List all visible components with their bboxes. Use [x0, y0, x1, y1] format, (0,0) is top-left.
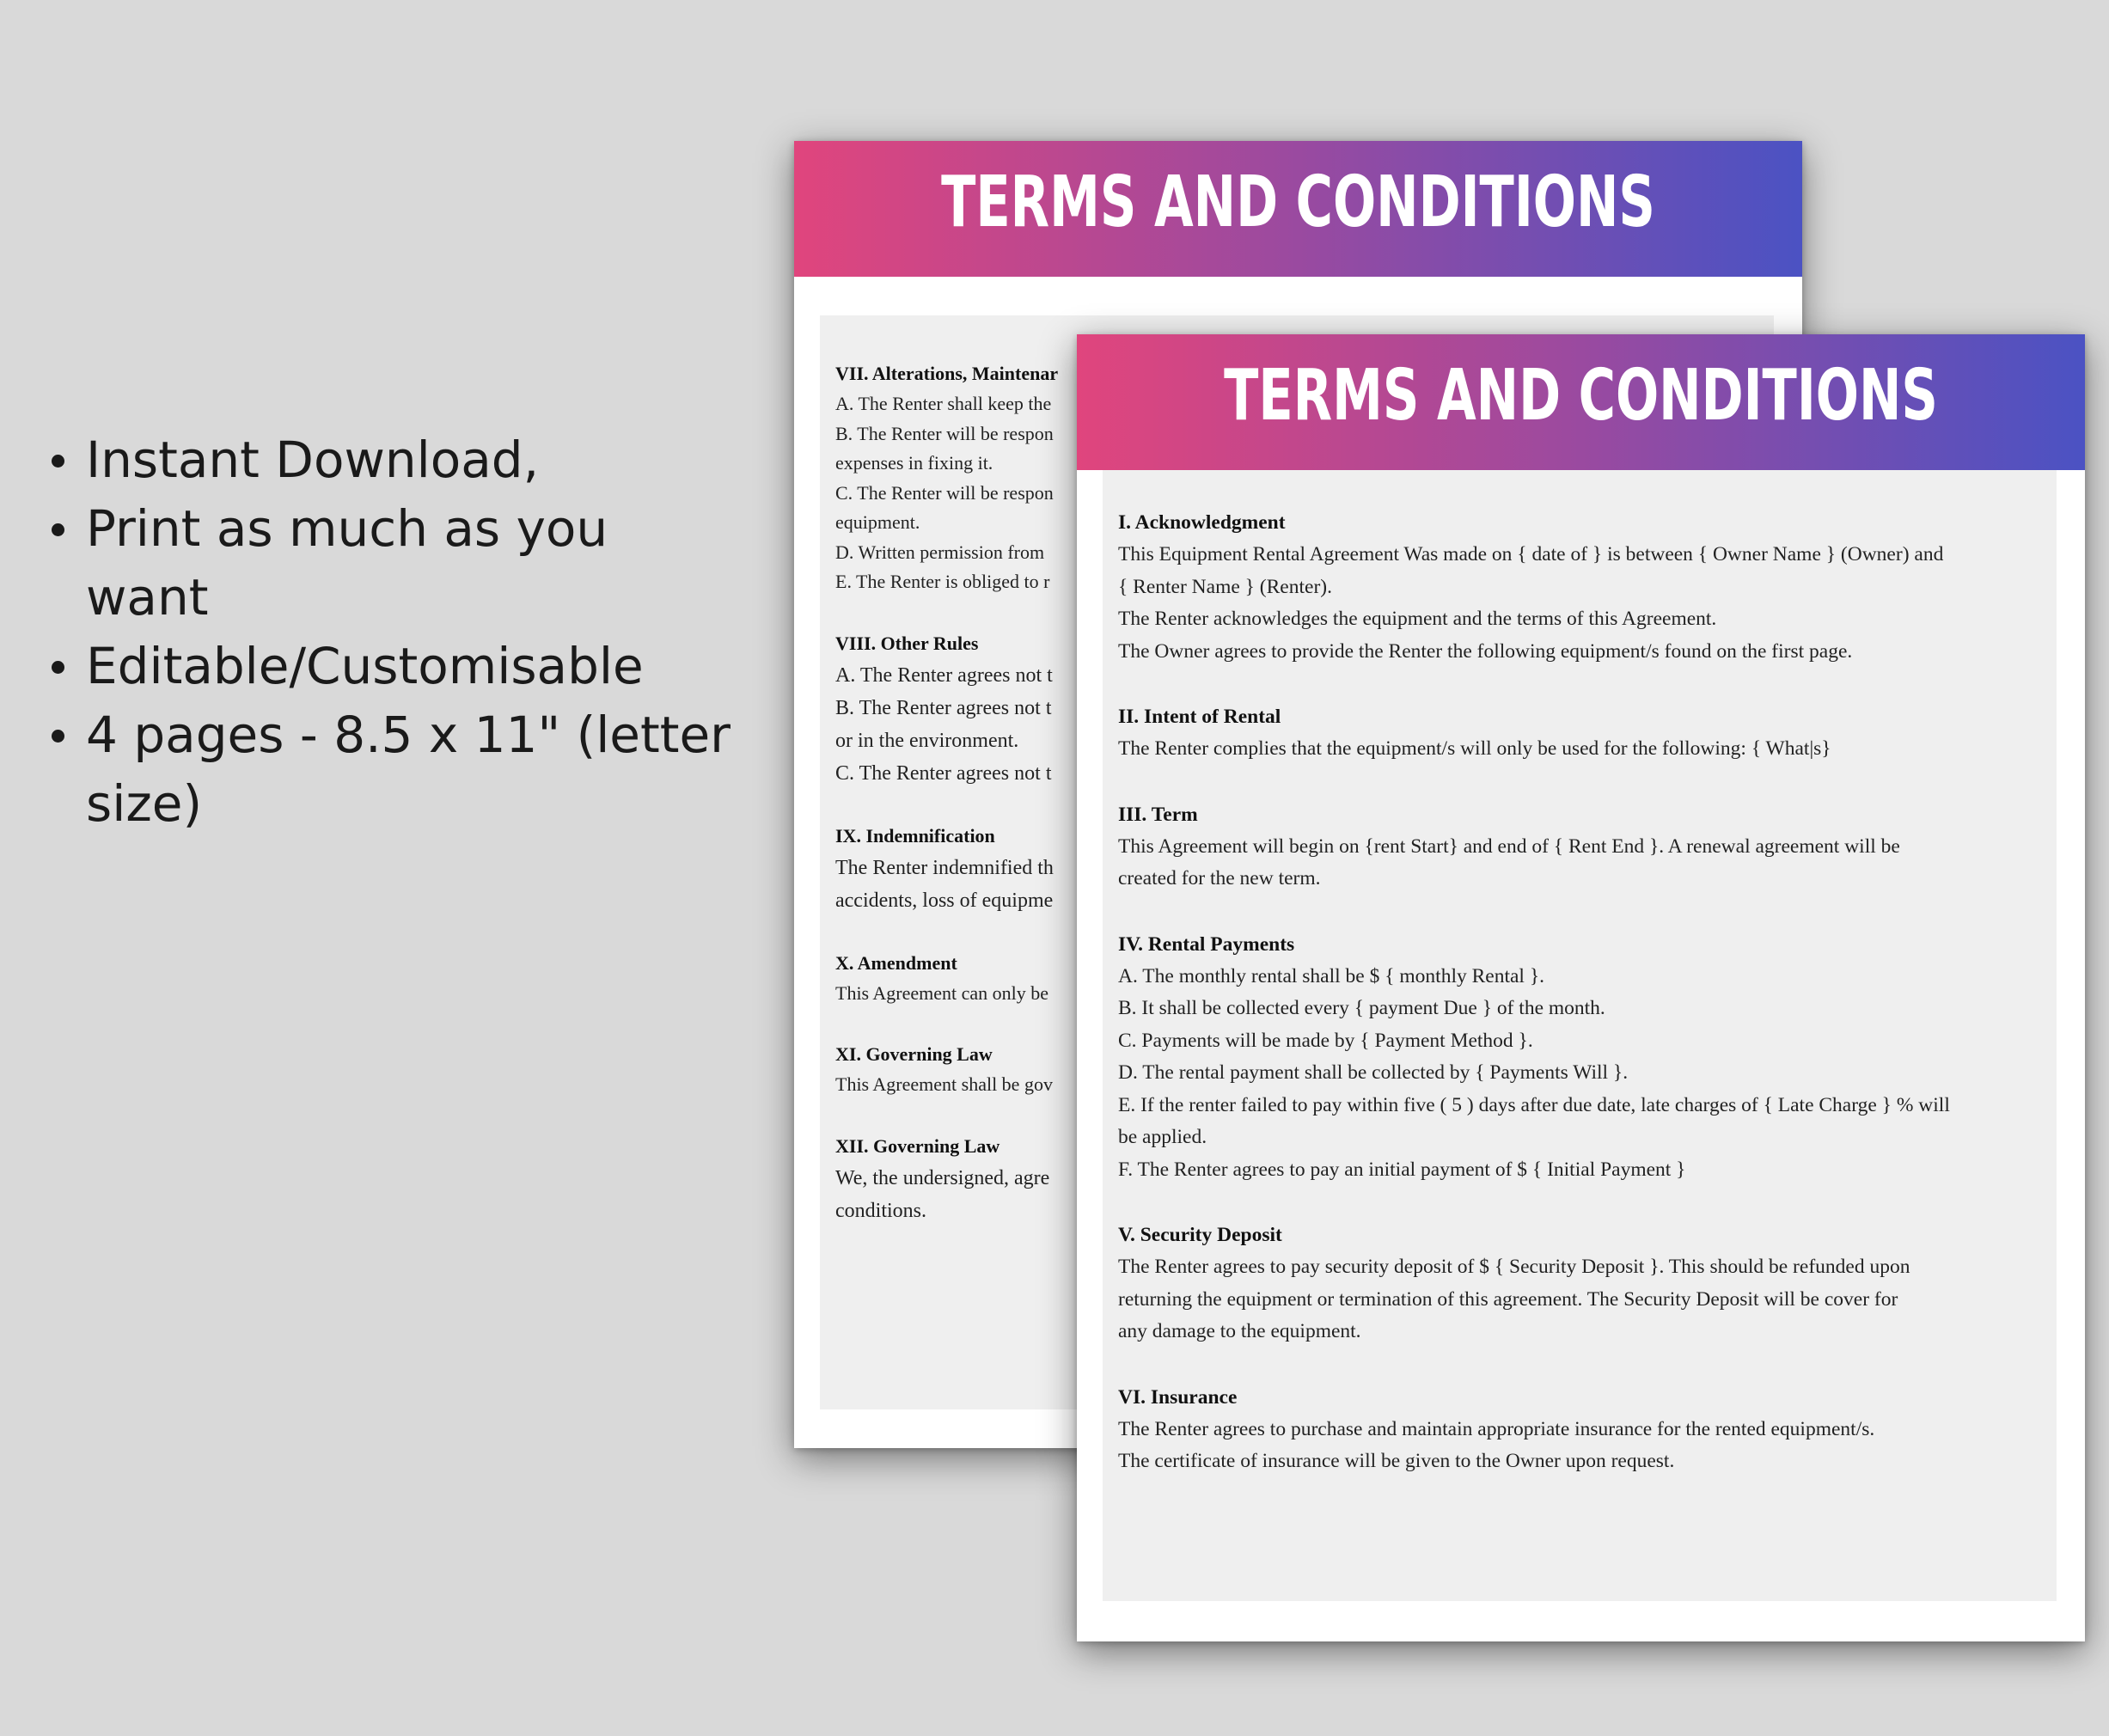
- section-line: The certificate of insurance will be given to the Owner upon request.: [1118, 1450, 1675, 1472]
- section-heading: IV. Rental Payments: [1118, 932, 1295, 956]
- section-line: B. The Renter will be respon: [835, 422, 1054, 444]
- section-line: The Renter agrees to purchase and maintain appropriate insurance for the rented equipment/s.: [1118, 1417, 1875, 1440]
- terms-section: [1118, 506, 2046, 668]
- feature-item: Editable/Customisable: [47, 632, 735, 700]
- section-line: or in the environment.: [835, 729, 1019, 752]
- section-heading: X. Amendment: [835, 951, 957, 974]
- section-heading: II. Intent of Rental: [1118, 706, 1281, 728]
- section-line: We, the undersigned, agre: [835, 1166, 1050, 1189]
- section-line: The Renter acknowledges the equipment and the terms of this Agreement.: [1118, 608, 1717, 630]
- section-heading: VII. Alterations, Maintenar: [835, 363, 1059, 384]
- section-line: The Renter agrees to pay security deposit of $ { Security Deposit }. This should be refunded upon: [1118, 1256, 1910, 1278]
- section-line: A. The Renter shall keep the: [835, 393, 1052, 414]
- section-line: This Agreement can only be: [835, 981, 1049, 1004]
- section-heading: III. Term: [1118, 803, 1198, 826]
- section-heading: XI. Governing Law: [835, 1043, 993, 1065]
- section-line: expenses in fixing it.: [835, 452, 993, 474]
- section-line: conditions.: [835, 1199, 926, 1222]
- section-heading: V. Security Deposit: [1118, 1224, 1282, 1246]
- section-line: C. The Renter will be respon: [835, 481, 1054, 504]
- section-line: returning the equipment or termination of this agreement. The Security Deposit will be cover for: [1118, 1287, 1898, 1311]
- front-page: [1077, 334, 2085, 1641]
- section-line: E. If the renter failed to pay within five ( 5 ) days after due date, late charges of { Late Charge } % will: [1118, 1093, 1950, 1116]
- section-line: A. The monthly rental shall be $ { monthly Rental }.: [1118, 964, 1544, 987]
- section-line: This Agreement will begin on {rent Start} and end of { Rent End }. A renewal agreement will be: [1118, 834, 1900, 858]
- section-line: equipment.: [835, 511, 920, 533]
- section-heading: VI. Insurance: [1118, 1385, 1238, 1409]
- section-heading: I. Acknowledgment: [1118, 511, 1286, 534]
- section-line: B. The Renter agrees not t: [835, 696, 1052, 719]
- section-heading: VIII. Other Rules: [835, 632, 979, 654]
- back-page-title: TERMS AND CONDITIONS: [941, 162, 1655, 243]
- section-line: F. The Renter agrees to pay an initial payment of $ { Initial Payment }: [1118, 1158, 1686, 1181]
- feature-item: Print as much as you want: [47, 494, 735, 632]
- feature-item-line: 4 pages - 8.5 x 11" (letter: [86, 706, 731, 764]
- section-line: D. The rental payment shall be collected by { Payments Will }.: [1118, 1061, 1629, 1084]
- section-line: C. The Renter agrees not t: [835, 761, 1052, 785]
- terms-section: [1118, 700, 2046, 766]
- section-line: This Agreement shall be gov: [835, 1073, 1053, 1095]
- front-page-title: TERMS AND CONDITIONS: [1224, 355, 1938, 437]
- section-line: any damage to the equipment.: [1118, 1320, 1361, 1342]
- front-page-content: [1118, 506, 2046, 1511]
- feature-item-line: size): [86, 774, 203, 833]
- section-line: This Equipment Rental Agreement Was made on { date of } is between { Owner Name } (Owner) and: [1118, 543, 1944, 565]
- section-heading: IX. Indemnification: [835, 824, 995, 847]
- terms-section: [1118, 798, 2046, 896]
- feature-item: Instant Download,: [47, 425, 735, 494]
- terms-section: [1118, 1219, 2046, 1348]
- section-line: E. The Renter is obliged to r: [835, 571, 1050, 592]
- feature-list: [47, 425, 735, 838]
- section-line: The Renter complies that the equipment/s will only be used for the following: { What|s}: [1118, 737, 1831, 760]
- feature-item: [47, 700, 735, 838]
- section-heading: XII. Governing Law: [835, 1134, 1000, 1157]
- section-line: created for the new term.: [1118, 867, 1321, 889]
- section-line: A. The Renter agrees not t: [835, 663, 1053, 687]
- section-line: B. It shall be collected every { payment Due } of the month.: [1118, 997, 1605, 1019]
- section-line: C. Payments will be made by { Payment Method }.: [1118, 1029, 1533, 1052]
- terms-section: [1118, 1381, 2046, 1478]
- section-line: { Renter Name } (Renter).: [1118, 575, 1332, 598]
- section-line: The Renter indemnified th: [835, 856, 1054, 879]
- section-line: The Owner agrees to provide the Renter the following equipment/s found on the first page.: [1118, 639, 1853, 663]
- back-page-banner: [794, 141, 1802, 277]
- section-line: D. Written permission from: [835, 541, 1045, 563]
- terms-section: [1118, 928, 2046, 1187]
- front-page-banner: [1077, 334, 2085, 470]
- section-line: be applied.: [1118, 1126, 1207, 1148]
- section-line: accidents, loss of equipme: [835, 889, 1054, 912]
